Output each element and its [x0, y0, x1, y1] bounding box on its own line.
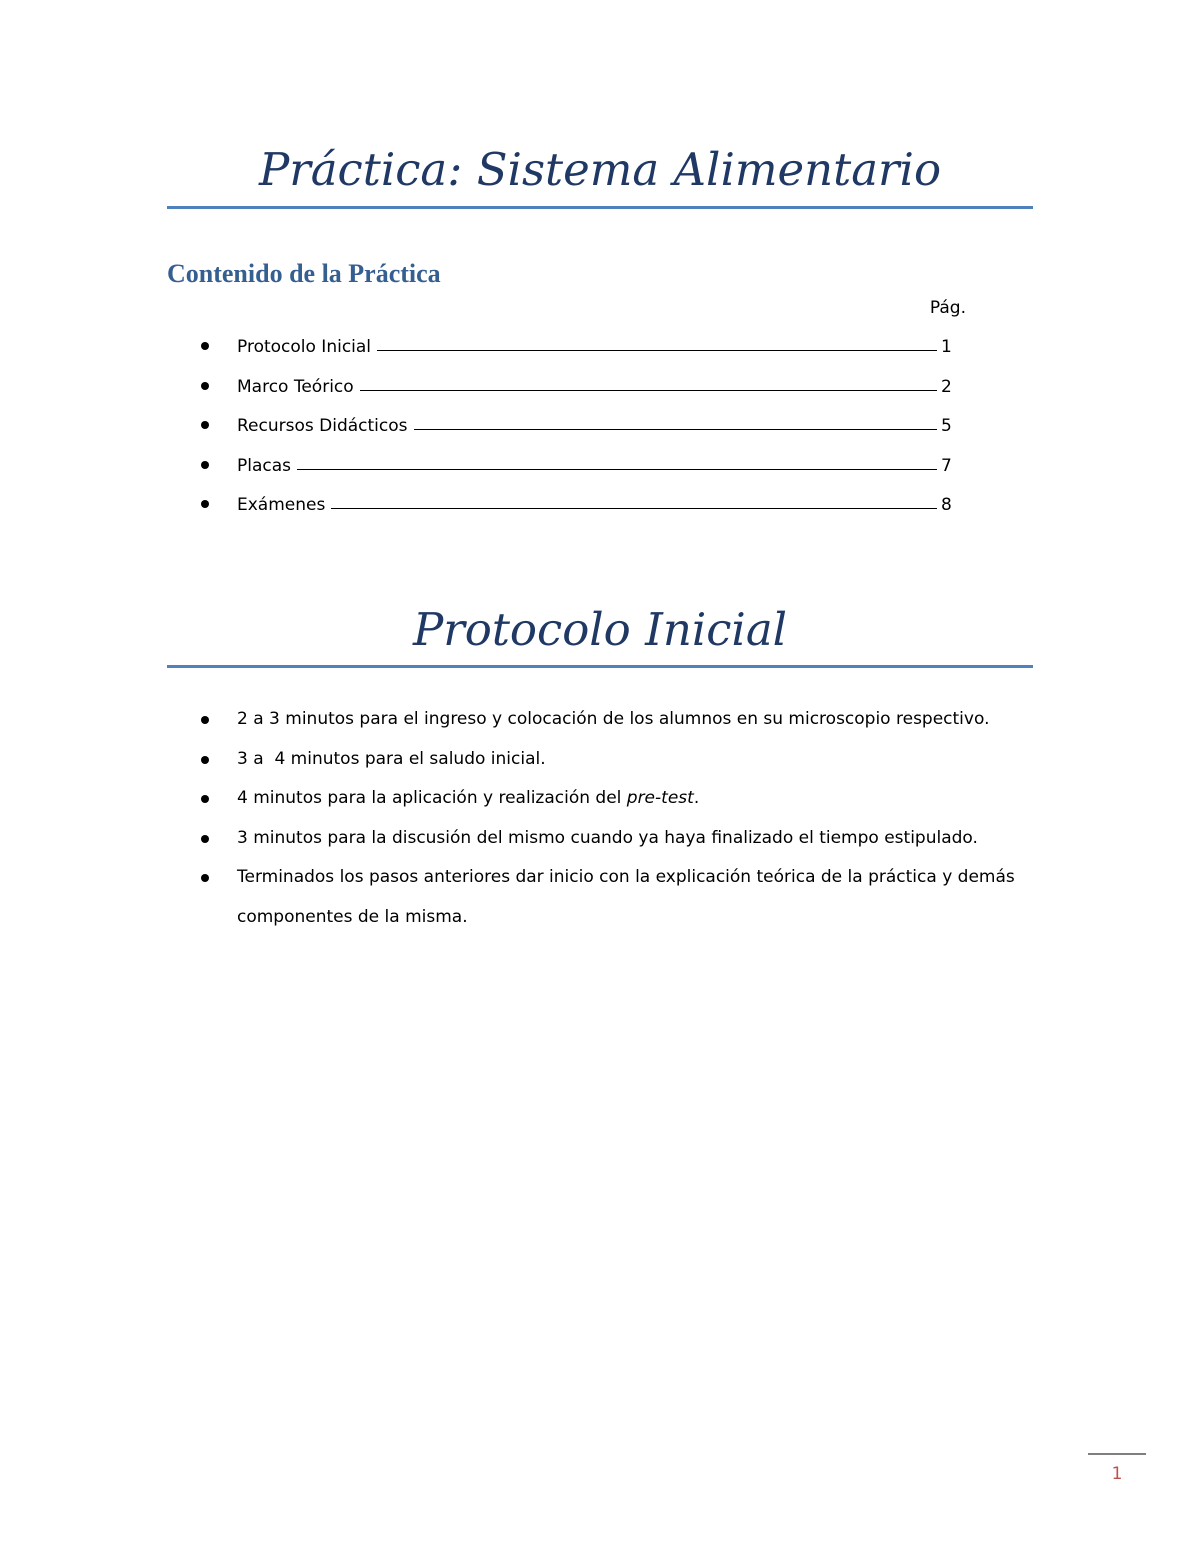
bullet-icon — [201, 421, 209, 429]
bullet-icon — [201, 835, 209, 843]
toc-item-page: 8 — [941, 495, 952, 515]
toc-entry — [237, 453, 957, 479]
protocol-item — [0, 779, 1200, 819]
toc-entry — [237, 413, 957, 439]
page-number: 1 — [1111, 1464, 1123, 1484]
toc-item-page: 1 — [941, 337, 952, 357]
protocol-item-text: 3 minutos para la discusión del mismo cuando ya haya finalizado el tiempo estipulado. — [237, 827, 978, 848]
toc-item — [0, 334, 1200, 374]
toc-leader-line — [297, 453, 937, 470]
protocol-item-text — [237, 779, 1037, 819]
footer-divider — [1088, 1453, 1146, 1455]
protocol-list — [0, 700, 1200, 937]
toc-leader-line — [331, 492, 937, 509]
protocol-item — [0, 700, 1200, 740]
toc-page-label: Pág. — [929, 298, 966, 318]
section-divider — [167, 665, 1033, 668]
toc-item — [0, 374, 1200, 414]
bullet-icon — [201, 874, 209, 882]
toc-entry — [237, 334, 957, 360]
title-divider — [167, 206, 1033, 209]
toc-item-label: Protocolo Inicial — [237, 337, 372, 357]
bullet-icon — [201, 461, 209, 469]
protocol-item-text: 2 a 3 minutos para el ingreso y colocación de los alumnos en su microscopio respectivo. — [237, 709, 990, 729]
protocol-item-text-after: . — [693, 788, 700, 808]
toc-item-page: 5 — [941, 416, 952, 436]
toc-item-label: Exámenes — [237, 495, 326, 515]
toc-item-label: Marco Teórico — [237, 376, 354, 397]
toc-leader-line — [377, 334, 937, 351]
protocol-item-text: Terminados los pasos anteriores dar inicio con la explicación teórica de la práctica y demás componentes de la misma. — [237, 867, 1015, 927]
toc-item — [0, 453, 1200, 493]
bullet-icon — [201, 500, 209, 508]
bullet-icon — [201, 716, 209, 724]
toc-item — [0, 413, 1200, 453]
bullet-icon — [201, 795, 209, 803]
section-title: Protocolo Inicial — [412, 603, 788, 656]
protocol-item — [0, 858, 1200, 937]
protocol-item-text-before: 4 minutos para la aplicación y realización del — [237, 788, 627, 808]
protocol-item — [0, 740, 1200, 780]
toc-item-label: Recursos Didácticos — [237, 416, 408, 436]
bullet-icon — [201, 756, 209, 764]
toc-list — [0, 334, 1200, 532]
document-title: Práctica: Sistema Alimentario — [258, 143, 942, 196]
toc-entry — [237, 374, 957, 400]
toc-heading: Contenido de la Práctica — [167, 259, 441, 288]
protocol-item-text-emphasis: pre-test — [626, 788, 694, 808]
toc-leader-line — [414, 413, 938, 430]
protocol-item — [0, 819, 1200, 859]
toc-item-page: 2 — [941, 376, 952, 397]
bullet-icon — [201, 342, 209, 350]
toc-item — [0, 492, 1200, 532]
toc-item-page: 7 — [941, 455, 952, 476]
toc-leader-line — [360, 374, 937, 391]
protocol-item-text: 3 a 4 minutos para el saludo inicial. — [237, 748, 546, 769]
toc-item-label: Placas — [237, 455, 292, 476]
bullet-icon — [201, 382, 209, 390]
toc-entry — [237, 492, 957, 518]
